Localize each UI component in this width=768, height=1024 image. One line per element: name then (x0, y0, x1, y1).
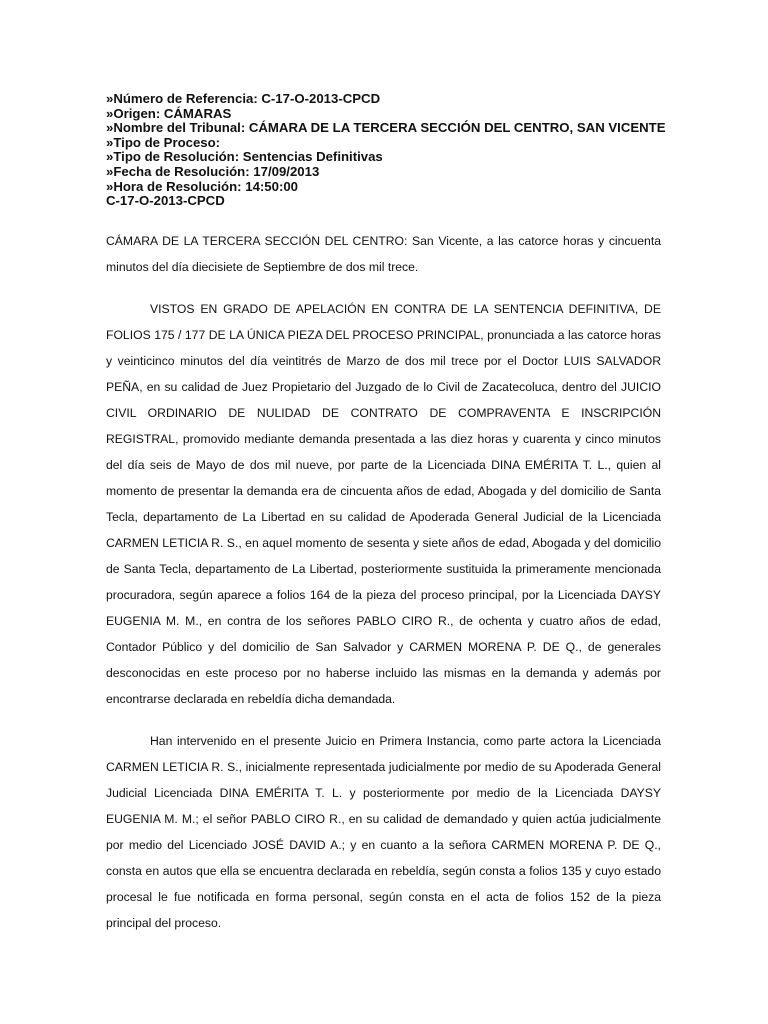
opening-paragraph: CÁMARA DE LA TERCERA SECCIÓN DEL CENTRO: San Vicente, a las catorce horas y cincuenta minutos del día diecisiete de Septiembre de dos mil trece. (106, 233, 661, 274)
resolution-time-line: »Hora de Resolución: 14:50:00 (106, 178, 299, 194)
reference-number-line: »Número de Referencia: C-17-O-2013-CPCD (106, 91, 381, 106)
resolution-date-line: »Fecha de Resolución: 17/09/2013 (106, 163, 320, 179)
process-type-line: »Tipo de Proceso: (106, 134, 221, 150)
origin-line: »Origen: CÁMARAS (106, 105, 232, 121)
resolution-type-line: »Tipo de Resolución: Sentencias Definitivas (106, 149, 383, 165)
document-page (106, 91, 666, 936)
metadata-block (106, 91, 666, 209)
vistos-paragraph: VISTOS EN GRADO DE APELACIÓN EN CONTRA DE LA SENTENCIA DEFINITIVA, DE FOLIOS 175 / 177 DE LA ÚNICA PIEZA DEL PROCESO PRINCIPAL, pronunciada a las catorce horas y veinticinco minutos del día veintitrés de Marzo de dos mil trece por el Doctor LUIS SALVADOR PEÑA, en su calidad de Juez Propietario del Juzgado de lo Civil de Zacatecoluca, dentro del JUICIO CIVIL ORDINARIO DE NULIDAD DE CONTRATO DE COMPRAVENTA E INSCRIPCIÓN REGISTRAL, promovido mediante demanda presentada a las diez horas y cuarenta y cinco minutos del día seis de Mayo de dos mil nueve, por parte de la Licenciada DINA EMÉRITA T. L., quien al momento de presentar la demanda era de cincuenta años de edad, Abogada y del domicilio de Santa Tecla, departamento de La Libertad en su calidad de Apoderada General Judicial de la Licenciada CARMEN LETICIA R. S., en aquel momento de sesenta y siete años de edad, Abogada y del domicilio de Santa Tecla, departamento de La Libertad, posteriormente sustituida la primeramente mencionada procuradora, según aparece a folios 164 de la pieza del proceso principal, por la Licenciada DAYSY EUGENIA M. M., en contra de los señores PABLO CIRO R., de ochenta y cuatro años de edad, Contador Público y del domicilio de San Salvador y CARMEN MORENA P. DE Q., de generales desconocidas en este proceso por no haberse incluido las mismas en la demanda y además por encontrarse declarada en rebeldía dicha demandada. (106, 301, 661, 706)
case-code-line: C-17-O-2013-CPCD (106, 193, 225, 209)
intervenido-paragraph: Han intervenido en el presente Juicio en Primera Instancia, como parte actora la Licenciada CARMEN LETICIA R. S., inicialmente representada judicialmente por medio de su Apoderada General Judicial Licenciada DINA EMÉRITA T. L. y posteriormente por medio de la Licenciada DAYSY EUGENIA M. M.; el señor PABLO CIRO R., en su calidad de demandado y quien actúa judicialmente por medio del Licenciado JOSÉ DAVID A.; y en cuanto a la señora CARMEN MORENA P. DE Q., consta en autos que ella se encuentra declarada en rebeldía, según consta a folios 135 y cuyo estado procesal le fue notificada en forma personal, según consta en el acta de folios 152 de la pieza principal del proceso. (106, 733, 661, 930)
tribunal-name-line: »Nombre del Tribunal: CÁMARA DE LA TERCERA SECCIÓN DEL CENTRO, SAN VICENTE (106, 120, 666, 136)
